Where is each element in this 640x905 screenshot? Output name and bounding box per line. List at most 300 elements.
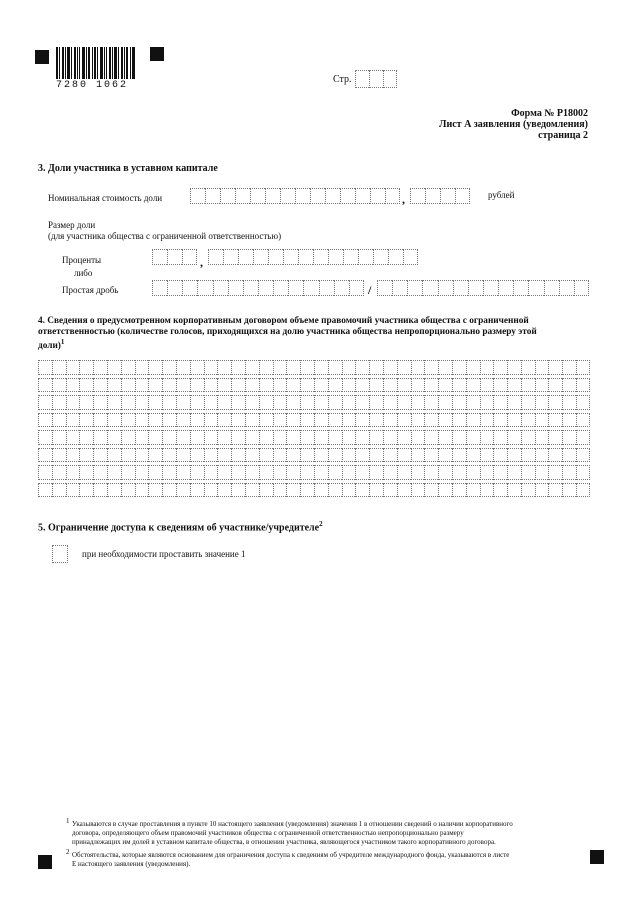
nominal-value-integer-cells[interactable]: [190, 188, 400, 204]
input-cell[interactable]: [397, 413, 411, 428]
input-cell[interactable]: [493, 430, 507, 445]
input-cell[interactable]: [259, 483, 273, 498]
input-cell[interactable]: [314, 413, 328, 428]
input-cell[interactable]: [152, 280, 167, 296]
input-cell[interactable]: [286, 360, 300, 375]
input-cell[interactable]: [162, 360, 176, 375]
input-cell[interactable]: [480, 395, 494, 410]
input-cell[interactable]: [424, 395, 438, 410]
input-cell[interactable]: [576, 448, 590, 463]
input-cell[interactable]: [107, 413, 121, 428]
input-cell[interactable]: [258, 280, 273, 296]
input-cell[interactable]: [259, 378, 273, 393]
input-cell[interactable]: [298, 249, 313, 265]
input-cell[interactable]: [38, 448, 52, 463]
input-cell[interactable]: [383, 465, 397, 480]
input-cell[interactable]: [66, 360, 80, 375]
input-cell[interactable]: [162, 465, 176, 480]
input-cell[interactable]: [245, 483, 259, 498]
input-cell[interactable]: [121, 360, 135, 375]
input-cell[interactable]: [107, 395, 121, 410]
input-cell[interactable]: [355, 413, 369, 428]
input-cell[interactable]: [576, 465, 590, 480]
input-cell[interactable]: [562, 395, 576, 410]
input-cell[interactable]: [231, 413, 245, 428]
input-cell[interactable]: [259, 360, 273, 375]
grid-row[interactable]: [38, 360, 590, 375]
input-cell[interactable]: [325, 188, 340, 204]
input-cell[interactable]: [328, 483, 342, 498]
input-cell[interactable]: [480, 465, 494, 480]
input-cell[interactable]: [424, 483, 438, 498]
input-cell[interactable]: [217, 395, 231, 410]
input-cell[interactable]: [507, 378, 521, 393]
input-cell[interactable]: [204, 483, 218, 498]
input-cell[interactable]: [79, 483, 93, 498]
input-cell[interactable]: [121, 378, 135, 393]
input-cell[interactable]: [521, 413, 535, 428]
input-cell[interactable]: [286, 413, 300, 428]
input-cell[interactable]: [369, 448, 383, 463]
input-cell[interactable]: [369, 360, 383, 375]
input-cell[interactable]: [576, 413, 590, 428]
input-cell[interactable]: [79, 465, 93, 480]
input-cell[interactable]: [38, 360, 52, 375]
input-cell[interactable]: [383, 483, 397, 498]
input-cell[interactable]: [162, 483, 176, 498]
input-cell[interactable]: [562, 465, 576, 480]
input-cell[interactable]: [535, 395, 549, 410]
input-cell[interactable]: [176, 465, 190, 480]
input-cell[interactable]: [273, 395, 287, 410]
input-cell[interactable]: [66, 483, 80, 498]
input-cell[interactable]: [355, 483, 369, 498]
input-cell[interactable]: [452, 413, 466, 428]
input-cell[interactable]: [369, 430, 383, 445]
input-cell[interactable]: [217, 448, 231, 463]
input-cell[interactable]: [397, 465, 411, 480]
input-cell[interactable]: [493, 378, 507, 393]
input-cell[interactable]: [148, 448, 162, 463]
input-cell[interactable]: [535, 465, 549, 480]
input-cell[interactable]: [562, 413, 576, 428]
input-cell[interactable]: [79, 395, 93, 410]
input-cell[interactable]: [314, 430, 328, 445]
input-cell[interactable]: [349, 280, 364, 296]
input-cell[interactable]: [223, 249, 238, 265]
input-cell[interactable]: [245, 430, 259, 445]
input-cell[interactable]: [507, 483, 521, 498]
input-cell[interactable]: [190, 360, 204, 375]
input-cell[interactable]: [135, 430, 149, 445]
input-cell[interactable]: [265, 188, 280, 204]
input-cell[interactable]: [576, 395, 590, 410]
input-cell[interactable]: [513, 280, 528, 296]
input-cell[interactable]: [355, 448, 369, 463]
grid-row[interactable]: [38, 448, 590, 463]
input-cell[interactable]: [245, 465, 259, 480]
input-cell[interactable]: [286, 395, 300, 410]
input-cell[interactable]: [535, 378, 549, 393]
input-cell[interactable]: [93, 378, 107, 393]
input-cell[interactable]: [574, 280, 589, 296]
input-cell[interactable]: [231, 465, 245, 480]
input-cell[interactable]: [52, 430, 66, 445]
input-cell[interactable]: [273, 483, 287, 498]
input-cell[interactable]: [176, 430, 190, 445]
input-cell[interactable]: [452, 483, 466, 498]
input-cell[interactable]: [397, 483, 411, 498]
input-cell[interactable]: [107, 483, 121, 498]
input-cell[interactable]: [190, 378, 204, 393]
input-cell[interactable]: [342, 448, 356, 463]
input-cell[interactable]: [548, 395, 562, 410]
input-cell[interactable]: [342, 395, 356, 410]
input-cell[interactable]: [392, 280, 407, 296]
input-cell[interactable]: [38, 413, 52, 428]
input-cell[interactable]: [204, 448, 218, 463]
input-cell[interactable]: [548, 360, 562, 375]
input-cell[interactable]: [310, 188, 325, 204]
input-cell[interactable]: [245, 395, 259, 410]
input-cell[interactable]: [466, 448, 480, 463]
input-cell[interactable]: [411, 465, 425, 480]
input-cell[interactable]: [535, 413, 549, 428]
input-cell[interactable]: [507, 395, 521, 410]
input-cell[interactable]: [314, 378, 328, 393]
input-cell[interactable]: [190, 188, 205, 204]
input-cell[interactable]: [79, 448, 93, 463]
input-cell[interactable]: [190, 483, 204, 498]
input-cell[interactable]: [466, 360, 480, 375]
nominal-value-decimal-cells[interactable]: [410, 188, 470, 204]
input-cell[interactable]: [52, 465, 66, 480]
input-cell[interactable]: [300, 448, 314, 463]
input-cell[interactable]: [314, 483, 328, 498]
input-cell[interactable]: [66, 395, 80, 410]
input-cell[interactable]: [535, 430, 549, 445]
input-cell[interactable]: [452, 448, 466, 463]
input-cell[interactable]: [204, 378, 218, 393]
input-cell[interactable]: [52, 378, 66, 393]
input-cell[interactable]: [548, 430, 562, 445]
input-cell[interactable]: [403, 249, 418, 265]
input-cell[interactable]: [273, 413, 287, 428]
input-cell[interactable]: [152, 249, 167, 265]
input-cell[interactable]: [328, 378, 342, 393]
input-cell[interactable]: [452, 395, 466, 410]
input-cell[interactable]: [411, 413, 425, 428]
input-cell[interactable]: [38, 395, 52, 410]
input-cell[interactable]: [52, 448, 66, 463]
input-cell[interactable]: [182, 280, 197, 296]
input-cell[interactable]: [135, 465, 149, 480]
input-cell[interactable]: [411, 448, 425, 463]
input-cell[interactable]: [452, 378, 466, 393]
input-cell[interactable]: [521, 378, 535, 393]
input-cell[interactable]: [283, 249, 298, 265]
input-cell[interactable]: [121, 483, 135, 498]
input-cell[interactable]: [397, 360, 411, 375]
input-cell[interactable]: [388, 249, 403, 265]
input-cell[interactable]: [535, 483, 549, 498]
input-cell[interactable]: [253, 249, 268, 265]
input-cell[interactable]: [493, 483, 507, 498]
fraction-numerator-cells[interactable]: [152, 280, 364, 296]
input-cell[interactable]: [295, 188, 310, 204]
input-cell[interactable]: [480, 378, 494, 393]
input-cell[interactable]: [190, 395, 204, 410]
input-cell[interactable]: [468, 280, 483, 296]
input-cell[interactable]: [280, 188, 295, 204]
input-cell[interactable]: [480, 448, 494, 463]
input-cell[interactable]: [93, 395, 107, 410]
input-cell[interactable]: [562, 378, 576, 393]
input-cell[interactable]: [273, 430, 287, 445]
input-cell[interactable]: [300, 465, 314, 480]
input-cell[interactable]: [425, 188, 440, 204]
input-cell[interactable]: [544, 280, 559, 296]
input-cell[interactable]: [411, 378, 425, 393]
input-cell[interactable]: [466, 378, 480, 393]
input-cell[interactable]: [217, 465, 231, 480]
percent-integer-cells[interactable]: [152, 249, 197, 265]
input-cell[interactable]: [343, 249, 358, 265]
input-cell[interactable]: [204, 465, 218, 480]
input-cell[interactable]: [548, 413, 562, 428]
input-cell[interactable]: [190, 430, 204, 445]
input-cell[interactable]: [397, 395, 411, 410]
input-cell[interactable]: [355, 395, 369, 410]
input-cell[interactable]: [217, 430, 231, 445]
input-cell[interactable]: [466, 395, 480, 410]
input-cell[interactable]: [259, 413, 273, 428]
input-cell[interactable]: [397, 378, 411, 393]
input-cell[interactable]: [66, 448, 80, 463]
input-cell[interactable]: [328, 360, 342, 375]
input-cell[interactable]: [397, 430, 411, 445]
input-cell[interactable]: [79, 413, 93, 428]
input-cell[interactable]: [228, 280, 243, 296]
input-cell[interactable]: [452, 430, 466, 445]
input-cell[interactable]: [162, 430, 176, 445]
input-cell[interactable]: [250, 188, 265, 204]
input-cell[interactable]: [355, 360, 369, 375]
input-cell[interactable]: [342, 360, 356, 375]
input-cell[interactable]: [452, 465, 466, 480]
input-cell[interactable]: [204, 360, 218, 375]
input-cell[interactable]: [466, 483, 480, 498]
input-cell[interactable]: [438, 280, 453, 296]
input-cell[interactable]: [328, 413, 342, 428]
input-cell[interactable]: [438, 360, 452, 375]
input-cell[interactable]: [493, 448, 507, 463]
input-cell[interactable]: [438, 378, 452, 393]
fraction-denominator-cells[interactable]: [377, 280, 589, 296]
input-cell[interactable]: [369, 395, 383, 410]
page-number-cells[interactable]: [355, 70, 397, 88]
input-cell[interactable]: [493, 395, 507, 410]
input-cell[interactable]: [498, 280, 513, 296]
input-cell[interactable]: [286, 483, 300, 498]
input-cell[interactable]: [466, 413, 480, 428]
input-cell[interactable]: [314, 360, 328, 375]
input-cell[interactable]: [162, 378, 176, 393]
input-cell[interactable]: [148, 378, 162, 393]
input-cell[interactable]: [121, 395, 135, 410]
input-cell[interactable]: [383, 448, 397, 463]
input-cell[interactable]: [328, 448, 342, 463]
input-cell[interactable]: [493, 360, 507, 375]
input-cell[interactable]: [521, 430, 535, 445]
input-cell[interactable]: [148, 395, 162, 410]
grid-row[interactable]: [38, 430, 590, 445]
input-cell[interactable]: [411, 430, 425, 445]
input-cell[interactable]: [268, 249, 283, 265]
input-cell[interactable]: [383, 395, 397, 410]
input-cell[interactable]: [521, 395, 535, 410]
input-cell[interactable]: [197, 280, 212, 296]
input-cell[interactable]: [93, 465, 107, 480]
input-cell[interactable]: [383, 430, 397, 445]
input-cell[interactable]: [259, 465, 273, 480]
input-cell[interactable]: [231, 430, 245, 445]
input-cell[interactable]: [369, 465, 383, 480]
input-cell[interactable]: [576, 378, 590, 393]
input-cell[interactable]: [162, 448, 176, 463]
input-cell[interactable]: [38, 465, 52, 480]
input-cell[interactable]: [121, 413, 135, 428]
input-cell[interactable]: [342, 483, 356, 498]
input-cell[interactable]: [440, 188, 455, 204]
input-cell[interactable]: [93, 448, 107, 463]
input-cell[interactable]: [480, 413, 494, 428]
input-cell[interactable]: [259, 395, 273, 410]
input-cell[interactable]: [422, 280, 437, 296]
input-cell[interactable]: [314, 448, 328, 463]
input-cell[interactable]: [190, 465, 204, 480]
input-cell[interactable]: [397, 448, 411, 463]
input-cell[interactable]: [303, 280, 318, 296]
input-cell[interactable]: [535, 360, 549, 375]
input-cell[interactable]: [424, 465, 438, 480]
input-cell[interactable]: [52, 483, 66, 498]
input-cell[interactable]: [167, 249, 182, 265]
input-cell[interactable]: [507, 413, 521, 428]
input-cell[interactable]: [377, 280, 392, 296]
input-cell[interactable]: [562, 483, 576, 498]
input-cell[interactable]: [238, 249, 253, 265]
grid-row[interactable]: [38, 413, 590, 428]
input-cell[interactable]: [217, 360, 231, 375]
input-cell[interactable]: [220, 188, 235, 204]
input-cell[interactable]: [342, 378, 356, 393]
input-cell[interactable]: [480, 483, 494, 498]
input-cell[interactable]: [107, 378, 121, 393]
input-cell[interactable]: [453, 280, 468, 296]
input-cell[interactable]: [424, 430, 438, 445]
input-cell[interactable]: [548, 448, 562, 463]
input-cell[interactable]: [438, 413, 452, 428]
input-cell[interactable]: [162, 413, 176, 428]
input-cell[interactable]: [438, 430, 452, 445]
input-cell[interactable]: [342, 430, 356, 445]
input-cell[interactable]: [424, 378, 438, 393]
input-cell[interactable]: [79, 378, 93, 393]
input-cell[interactable]: [245, 448, 259, 463]
input-cell[interactable]: [217, 413, 231, 428]
input-cell[interactable]: [314, 465, 328, 480]
input-cell[interactable]: [273, 465, 287, 480]
input-cell[interactable]: [245, 360, 259, 375]
input-cell[interactable]: [93, 483, 107, 498]
input-cell[interactable]: [135, 360, 149, 375]
input-cell[interactable]: [521, 448, 535, 463]
input-cell[interactable]: [334, 280, 349, 296]
input-cell[interactable]: [204, 395, 218, 410]
input-cell[interactable]: [148, 465, 162, 480]
input-cell[interactable]: [176, 483, 190, 498]
input-cell[interactable]: [245, 413, 259, 428]
input-cell[interactable]: [93, 413, 107, 428]
input-cell[interactable]: [319, 280, 334, 296]
input-cell[interactable]: [208, 249, 223, 265]
input-cell[interactable]: [300, 430, 314, 445]
input-cell[interactable]: [424, 448, 438, 463]
input-cell[interactable]: [424, 360, 438, 375]
input-cell[interactable]: [66, 465, 80, 480]
input-cell[interactable]: [521, 360, 535, 375]
input-cell[interactable]: [107, 465, 121, 480]
input-cell[interactable]: [176, 448, 190, 463]
input-cell[interactable]: [176, 378, 190, 393]
input-cell[interactable]: [148, 413, 162, 428]
input-cell[interactable]: [370, 188, 385, 204]
input-cell[interactable]: [507, 430, 521, 445]
input-cell[interactable]: [411, 483, 425, 498]
input-cell[interactable]: [93, 430, 107, 445]
input-cell[interactable]: [217, 483, 231, 498]
input-cell[interactable]: [243, 280, 258, 296]
input-cell[interactable]: [535, 448, 549, 463]
input-cell[interactable]: [452, 360, 466, 375]
input-cell[interactable]: [411, 360, 425, 375]
input-cell[interactable]: [369, 378, 383, 393]
input-cell[interactable]: [66, 378, 80, 393]
input-cell[interactable]: [576, 360, 590, 375]
input-cell[interactable]: [383, 413, 397, 428]
input-cell[interactable]: [438, 395, 452, 410]
input-cell[interactable]: [383, 378, 397, 393]
input-cell[interactable]: [107, 448, 121, 463]
access-restriction-checkbox[interactable]: [52, 545, 68, 563]
grid-row[interactable]: [38, 465, 590, 480]
input-cell[interactable]: [521, 465, 535, 480]
input-cell[interactable]: [493, 413, 507, 428]
input-cell[interactable]: [455, 188, 470, 204]
input-cell[interactable]: [385, 188, 400, 204]
input-cell[interactable]: [167, 280, 182, 296]
input-cell[interactable]: [559, 280, 574, 296]
input-cell[interactable]: [231, 395, 245, 410]
input-cell[interactable]: [79, 430, 93, 445]
input-cell[interactable]: [273, 378, 287, 393]
input-cell[interactable]: [340, 188, 355, 204]
input-cell[interactable]: [548, 465, 562, 480]
input-cell[interactable]: [286, 430, 300, 445]
input-cell[interactable]: [410, 188, 425, 204]
input-cell[interactable]: [66, 430, 80, 445]
